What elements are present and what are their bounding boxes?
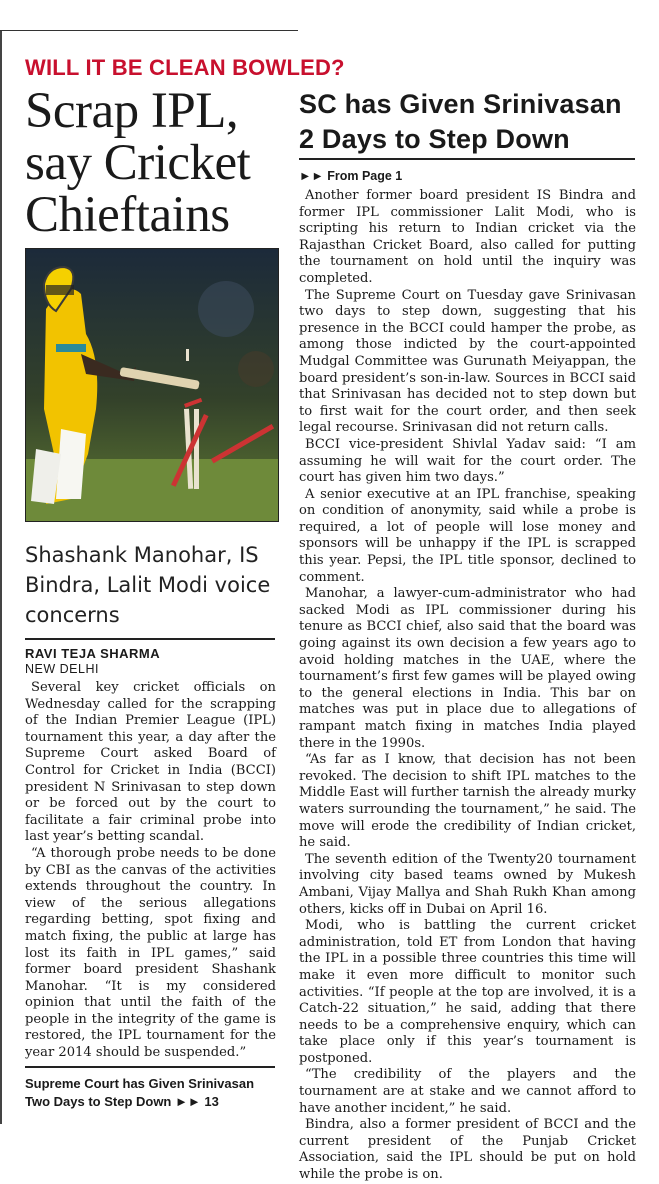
right-paragraph: Another former board president IS Bindra and former IPL commissioner Lalit Modi, who is scripting his return to Indian cricket via the Rajasthan Cricket Board, also called for putting the tournament on hold until the inquiry was completed. [299, 188, 636, 286]
right-paragraph: Manohar, a lawyer-cum-administrator who had sacked Modi as IPL commissioner during his tenure as BCCI chief, also said that the board was going against its own decision a few years ago to avoid holding matches in the UAE, where the tournament’s first few games will be played owing to the general elections in India. This bar on matches was put in place due to allegations of rampant match fixing in matches India played there in the 1990s. [299, 586, 636, 751]
ref-page: 13 [204, 1094, 219, 1109]
right-paragraph: Bindra, also a former president of BCCI and the current president of the Punjab Cricket Association, said the IPL should be put on hold while the probe is on. [299, 1117, 636, 1183]
deck: Shashank Manohar, IS Bindra, Lalit Modi voice concerns [25, 543, 271, 627]
column-border-left [0, 30, 2, 1124]
cricket-batsman-bowled-icon [26, 249, 278, 521]
from-page-text: From Page 1 [327, 169, 403, 183]
continued-reference [25, 1075, 280, 1111]
ref-arrow-icon: ►► [175, 1094, 201, 1109]
left-paragraph: Several key cricket officials on Wednesday called for the scrapping of the Indian Premier League (IPL) tournament this year, a day after the Supreme Court asked Board of Control for Cricket in India (BCCI) president N Srinivasan to step down or be forced out by the court to facilitate a fair criminal probe into last year’s betting scandal. [25, 680, 276, 845]
main-headline: Scrap IPL, say Cricket Chieftains [25, 83, 251, 243]
dateline: NEW DELHI [25, 662, 99, 676]
kicker: WILL IT BE CLEAN BOWLED? [25, 55, 345, 80]
jump-headline-rule [299, 158, 635, 160]
right-paragraph: A senior executive at an IPL franchise, speaking on condition of anonymity, said while a probe is required, a lot of people will lose money and sponsors will be unhappy if the IPL is scrapped this year. Pepsi, the IPL title sponsor, declined to comment. [299, 486, 636, 585]
from-arrow-icon: ►► [299, 169, 324, 183]
ref-rule [25, 1066, 275, 1068]
left-column-body [25, 680, 276, 1062]
right-paragraph: BCCI vice-president Shivlal Yadav said: “I am assuming he will wait for the court order. The court has given him two days.” [299, 436, 636, 486]
jump-headline: SC has Given Srinivasan 2 Days to Step Down [299, 89, 622, 154]
right-paragraph: The seventh edition of the Twenty20 tournament involving city based teams owned by Mukesh Ambani, Vijay Mallya and Shah Rukh Khan among others, kicks off in Dubai on April 16. [299, 851, 636, 917]
right-paragraph: “The credibility of the players and the tournament are at stake and we cannot afford to have another incident,” he said. [299, 1067, 636, 1116]
deck-rule [25, 638, 275, 640]
ref-text: Supreme Court has Given Srinivasan Two Days to Step Down [25, 1076, 255, 1109]
cricket-batsman-photo [25, 248, 279, 522]
from-page-label [299, 169, 402, 183]
byline: RAVI TEJA SHARMA [25, 646, 161, 661]
right-column-body [299, 188, 636, 1184]
left-paragraph: “A thorough probe needs to be done by CBI as the canvas of the activities extends throughout the country. In view of the serious allegations regarding betting, spot fixing and match fixing, the public at large has lost its faith in IPL games,” said former board president Shashank Manohar. “It is my considered opinion that until the faith of the people in the integrity of the game is restored, the IPL tournament for the year 2014 should be suspended.” [25, 845, 276, 1061]
right-paragraph: Modi, who is battling the current cricket administration, told ET from London that having the IPL in a possible three countries this time will make it even more difficult to monitor such activities. “If people at the top are involved, it is a Catch-22 situation,” he said, adding that there needs to be a comprehensive enquiry, which can take place only if this year’s tournament is postponed. [299, 918, 636, 1066]
top-rule [0, 30, 298, 31]
right-paragraph: The Supreme Court on Tuesday gave Srinivasan two days to step down, suggesting that his presence in the BCCI could hamper the probe, as among those indicted by the court-appointed Mudgal Committee was Gurunath Meiyappan, the board president’s son-in-law. Sources in BCCI said that Srinivasan has decided not to step down but to first wait for the court order, and then seek legal recourse. Srinivasan did not return calls. [299, 287, 636, 436]
right-paragraph: “As far as I know, that decision has not been revoked. The decision to shift IPL matches to the Middle East will further tarnish the already murky waters surrounding the tournament,” he said. The move will erode the credibility of Indian cricket, he said. [299, 752, 636, 851]
